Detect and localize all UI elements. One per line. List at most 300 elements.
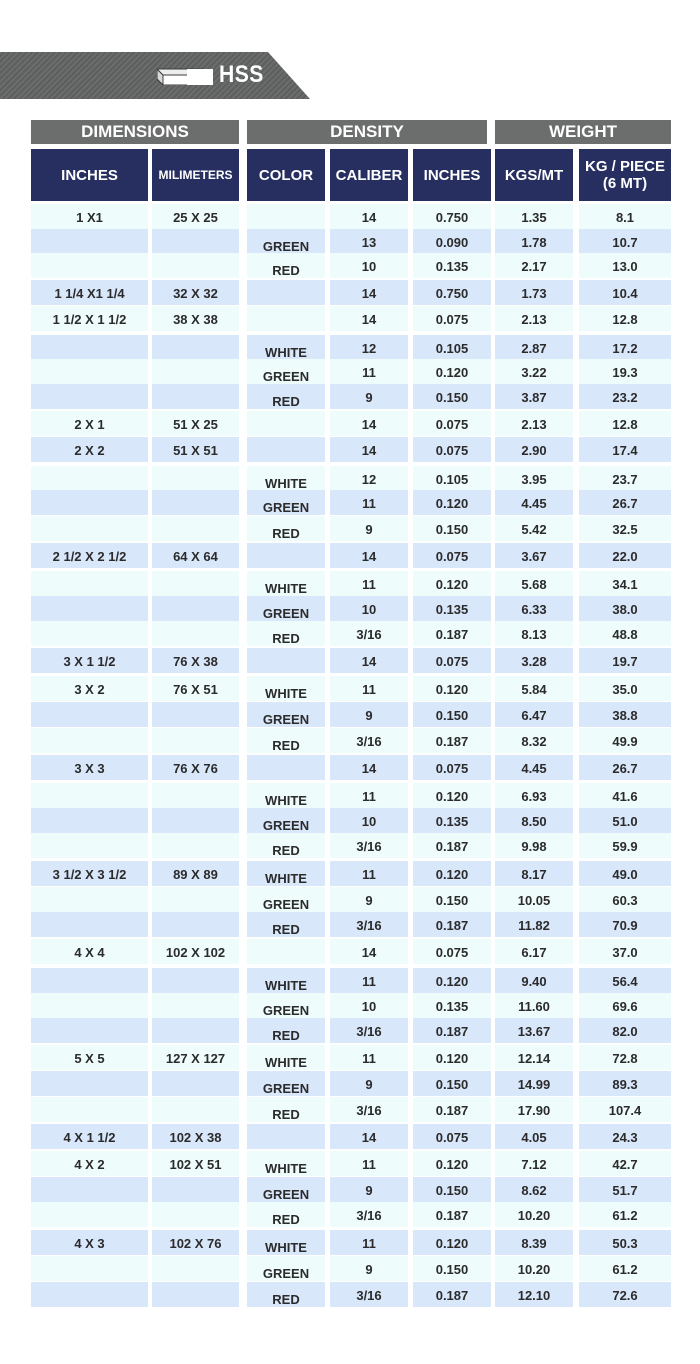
- cell-text: 51.0: [612, 813, 638, 829]
- table-cell-kg-per-piece: [579, 280, 671, 305]
- table-cell-inches: [31, 1018, 148, 1043]
- cell-text: 8.17: [521, 866, 547, 882]
- cell-text: 8.1: [615, 209, 635, 225]
- table-cell-color: [247, 543, 325, 568]
- table-cell-kg-per-piece: [579, 783, 671, 808]
- table-cell-kgs-per-mt: [495, 887, 573, 912]
- col-kgs-per-mt-header: KGS/MT: [495, 149, 573, 201]
- cell-text: 3/16: [356, 1102, 382, 1118]
- cell-text: 1 X1: [76, 209, 103, 225]
- col-density-inches-header: INCHES: [413, 149, 491, 201]
- table-cell-milimeters: [152, 280, 239, 305]
- table-cell-kg-per-piece: [579, 912, 671, 937]
- cell-text: 38 X 38: [173, 311, 218, 327]
- table-cell-milimeters: [152, 887, 239, 912]
- table-cell-density-inches: [413, 887, 491, 912]
- table-cell-caliber: [330, 676, 408, 701]
- cell-text: 12: [361, 340, 377, 356]
- table-cell-inches: [31, 306, 148, 331]
- table-cell-milimeters: [152, 621, 239, 646]
- cell-text: 3 X 1 1/2: [63, 653, 116, 669]
- table-cell-milimeters: [152, 1097, 239, 1122]
- table-cell-color: [247, 648, 325, 673]
- col-color-header: COLOR: [247, 149, 325, 201]
- cell-text: 23.2: [612, 389, 638, 405]
- cell-text: 19.7: [612, 653, 638, 669]
- table-cell-inches: [31, 621, 148, 646]
- table-cell-kgs-per-mt: [495, 543, 573, 568]
- table-cell-milimeters: [152, 968, 239, 993]
- cell-text: 0.187: [435, 733, 469, 749]
- table-cell-color: [247, 621, 325, 646]
- table-cell-kgs-per-mt: [495, 728, 573, 753]
- table-cell-color: [247, 833, 325, 858]
- table-cell-kgs-per-mt: [495, 755, 573, 780]
- cell-text: 8.50: [521, 813, 547, 829]
- table-cell-kg-per-piece: [579, 596, 671, 621]
- table-cell-milimeters: [152, 466, 239, 491]
- table-cell-kg-per-piece: [579, 887, 671, 912]
- table-cell-color: [247, 411, 325, 436]
- cell-text: 2.13: [521, 311, 547, 327]
- cell-text: 0.120: [435, 364, 469, 380]
- cell-text: 14: [361, 653, 377, 669]
- table-cell-kgs-per-mt: [495, 1256, 573, 1281]
- cell-text: 6.47: [521, 707, 547, 723]
- table-cell-kg-per-piece: [579, 490, 671, 515]
- cell-text: 70.9: [612, 917, 638, 933]
- table-cell-density-inches: [413, 1202, 491, 1227]
- table-cell-caliber: [330, 411, 408, 436]
- table-cell-caliber: [330, 1071, 408, 1096]
- cell-text: 0.090: [435, 234, 469, 250]
- table-cell-density-inches: [413, 783, 491, 808]
- table-cell-kgs-per-mt: [495, 1124, 573, 1149]
- cell-text: 3.28: [521, 653, 547, 669]
- cell-text: 6.93: [521, 788, 547, 804]
- table-cell-density-inches: [413, 1071, 491, 1096]
- table-cell-color: [247, 1018, 325, 1043]
- cell-text: 9: [365, 1261, 373, 1277]
- col-milimeters-header: MILIMETERS: [152, 149, 239, 201]
- table-cell-kgs-per-mt: [495, 621, 573, 646]
- table-cell-density-inches: [413, 490, 491, 515]
- cell-text: 64 X 64: [173, 548, 218, 564]
- table-cell-caliber: [330, 1018, 408, 1043]
- cell-text: 0.187: [435, 1023, 469, 1039]
- table-cell-kgs-per-mt: [495, 411, 573, 436]
- table-cell-milimeters: [152, 204, 239, 229]
- cell-text: 3.95: [521, 471, 547, 487]
- cell-text: GREEN: [262, 711, 310, 727]
- cell-text: WHITE: [265, 1054, 307, 1070]
- table-cell-color: [247, 728, 325, 753]
- table-cell-milimeters: [152, 229, 239, 254]
- cell-text: 127 X 127: [165, 1050, 226, 1066]
- cell-text: 1 1/2 X 1 1/2: [52, 311, 127, 327]
- table-cell-kgs-per-mt: [495, 466, 573, 491]
- table-cell-inches: [31, 411, 148, 436]
- cell-text: 12: [361, 471, 377, 487]
- cell-text: 10.20: [517, 1207, 551, 1223]
- table-cell-color: [247, 808, 325, 833]
- cell-text: 0.750: [435, 285, 469, 301]
- table-cell-milimeters: [152, 1282, 239, 1307]
- table-cell-density-inches: [413, 384, 491, 409]
- table-cell-density-inches: [413, 1045, 491, 1070]
- table-cell-kgs-per-mt: [495, 1202, 573, 1227]
- table-cell-density-inches: [413, 596, 491, 621]
- cell-text: 12.14: [517, 1050, 551, 1066]
- table-cell-kg-per-piece: [579, 648, 671, 673]
- cell-text: 26.7: [612, 760, 638, 776]
- table-cell-milimeters: [152, 306, 239, 331]
- cell-text: 17.4: [612, 442, 638, 458]
- table-cell-kg-per-piece: [579, 384, 671, 409]
- cell-text: 3.87: [521, 389, 547, 405]
- cell-text: 0.750: [435, 209, 469, 225]
- table-cell-kg-per-piece: [579, 571, 671, 596]
- table-cell-caliber: [330, 359, 408, 384]
- table-cell-kgs-per-mt: [495, 253, 573, 278]
- table-cell-kgs-per-mt: [495, 1282, 573, 1307]
- cell-text: 102 X 102: [165, 944, 226, 960]
- table-cell-inches: [31, 1045, 148, 1070]
- cell-text: 11: [362, 495, 376, 511]
- table-cell-density-inches: [413, 993, 491, 1018]
- cell-text: 3/16: [356, 1287, 382, 1303]
- table-cell-inches: [31, 516, 148, 541]
- table-cell-inches: [31, 755, 148, 780]
- cell-text: 2.13: [521, 416, 547, 432]
- table-cell-caliber: [330, 808, 408, 833]
- cell-text: 8.32: [521, 733, 547, 749]
- cell-text: 3/16: [356, 838, 382, 854]
- cell-text: 0.150: [435, 892, 469, 908]
- table-cell-kgs-per-mt: [495, 1071, 573, 1096]
- table-cell-inches: [31, 466, 148, 491]
- group-weight-header: WEIGHT: [495, 120, 671, 144]
- cell-text: 13.67: [517, 1023, 551, 1039]
- cell-text: WHITE: [265, 344, 307, 360]
- table-cell-kgs-per-mt: [495, 1230, 573, 1255]
- cell-text: 0.187: [435, 917, 469, 933]
- table-cell-caliber: [330, 755, 408, 780]
- cell-text: 0.075: [435, 760, 469, 776]
- table-cell-caliber: [330, 596, 408, 621]
- table-cell-kg-per-piece: [579, 968, 671, 993]
- table-cell-kgs-per-mt: [495, 596, 573, 621]
- table-cell-inches: [31, 1097, 148, 1122]
- table-cell-milimeters: [152, 359, 239, 384]
- cell-text: GREEN: [262, 1265, 310, 1281]
- table-cell-inches: [31, 1202, 148, 1227]
- table-cell-density-inches: [413, 1177, 491, 1202]
- table-cell-density-inches: [413, 1230, 491, 1255]
- table-cell-kg-per-piece: [579, 229, 671, 254]
- cell-text: 37.0: [612, 944, 638, 960]
- table-cell-caliber: [330, 1045, 408, 1070]
- table-cell-caliber: [330, 204, 408, 229]
- cell-text: 2 X 1: [74, 416, 105, 432]
- table-cell-inches: [31, 648, 148, 673]
- cell-text: 41.6: [612, 788, 638, 804]
- cell-text: 11: [362, 681, 376, 697]
- table-cell-milimeters: [152, 1177, 239, 1202]
- table-cell-caliber: [330, 1124, 408, 1149]
- table-cell-density-inches: [413, 808, 491, 833]
- cell-text: GREEN: [262, 499, 310, 515]
- cell-text: 5.84: [521, 681, 547, 697]
- cell-text: 8.39: [521, 1235, 547, 1251]
- table-cell-inches: [31, 912, 148, 937]
- cell-text: 8.13: [521, 626, 547, 642]
- table-cell-kgs-per-mt: [495, 912, 573, 937]
- table-cell-milimeters: [152, 702, 239, 727]
- table-cell-density-inches: [413, 939, 491, 964]
- table-cell-caliber: [330, 1177, 408, 1202]
- cell-text: 1 1/4 X1 1/4: [54, 285, 125, 301]
- cell-text: 0.075: [435, 653, 469, 669]
- table-cell-density-inches: [413, 912, 491, 937]
- table-cell-kg-per-piece: [579, 1124, 671, 1149]
- table-cell-caliber: [330, 702, 408, 727]
- cell-text: 1.35: [521, 209, 547, 225]
- table-cell-inches: [31, 335, 148, 360]
- cell-text: 11: [362, 973, 376, 989]
- table-cell-milimeters: [152, 648, 239, 673]
- table-cell-density-inches: [413, 306, 491, 331]
- cell-text: 24.3: [612, 1129, 638, 1145]
- table-cell-inches: [31, 939, 148, 964]
- table-cell-inches: [31, 993, 148, 1018]
- cell-text: 3/16: [356, 917, 382, 933]
- cell-text: 11: [362, 1156, 376, 1172]
- cell-text: GREEN: [262, 368, 310, 384]
- table-cell-caliber: [330, 861, 408, 886]
- table-cell-milimeters: [152, 1202, 239, 1227]
- table-cell-color: [247, 1124, 325, 1149]
- table-cell-kg-per-piece: [579, 1071, 671, 1096]
- cell-text: 14: [361, 1129, 377, 1145]
- cell-text: 35.0: [612, 681, 638, 697]
- table-cell-caliber: [330, 621, 408, 646]
- cell-text: 72.8: [612, 1050, 638, 1066]
- table-cell-caliber: [330, 939, 408, 964]
- table-cell-milimeters: [152, 1230, 239, 1255]
- cell-text: 0.187: [435, 838, 469, 854]
- table-cell-kg-per-piece: [579, 1018, 671, 1043]
- table-cell-kgs-per-mt: [495, 359, 573, 384]
- cell-text: 0.120: [435, 495, 469, 511]
- table-cell-inches: [31, 1177, 148, 1202]
- table-cell-kgs-per-mt: [495, 1045, 573, 1070]
- table-cell-kgs-per-mt: [495, 833, 573, 858]
- cell-text: 3/16: [356, 626, 382, 642]
- cell-text: 3 X 3: [74, 760, 105, 776]
- cell-text: 9: [365, 1182, 373, 1198]
- table-cell-density-inches: [413, 968, 491, 993]
- table-cell-color: [247, 466, 325, 491]
- table-cell-inches: [31, 204, 148, 229]
- table-cell-inches: [31, 280, 148, 305]
- table-cell-inches: [31, 229, 148, 254]
- cell-text: 4 X 2: [74, 1156, 105, 1172]
- cell-text: 76 X 38: [173, 653, 218, 669]
- table-cell-color: [247, 968, 325, 993]
- cell-text: 9: [365, 707, 373, 723]
- table-cell-kgs-per-mt: [495, 229, 573, 254]
- table-cell-kgs-per-mt: [495, 648, 573, 673]
- cell-text: 10.4: [612, 285, 638, 301]
- table-cell-inches: [31, 968, 148, 993]
- cell-text: 0.135: [435, 813, 469, 829]
- table-cell-density-inches: [413, 1097, 491, 1122]
- cell-text: 12.8: [612, 416, 638, 432]
- table-cell-kg-per-piece: [579, 939, 671, 964]
- table-cell-caliber: [330, 1097, 408, 1122]
- table-cell-color: [247, 676, 325, 701]
- cell-text: 0.187: [435, 1287, 469, 1303]
- cell-text: 0.075: [435, 311, 469, 327]
- cell-text: 11: [362, 364, 376, 380]
- cell-text: 0.075: [435, 944, 469, 960]
- table-cell-density-inches: [413, 833, 491, 858]
- table-cell-color: [247, 1071, 325, 1096]
- table-cell-inches: [31, 596, 148, 621]
- table-cell-caliber: [330, 887, 408, 912]
- cell-text: 12.8: [612, 311, 638, 327]
- cell-text: 4.45: [521, 760, 547, 776]
- cell-text: 0.120: [435, 576, 469, 592]
- table-cell-kgs-per-mt: [495, 861, 573, 886]
- table-cell-color: [247, 1202, 325, 1227]
- cell-text: 5 X 5: [74, 1050, 105, 1066]
- table-cell-density-inches: [413, 571, 491, 596]
- table-cell-milimeters: [152, 1256, 239, 1281]
- table-cell-caliber: [330, 466, 408, 491]
- col-kg-per-piece-header: KG / PIECE (6 MT): [579, 149, 671, 201]
- table-cell-inches: [31, 571, 148, 596]
- table-cell-color: [247, 1282, 325, 1307]
- cell-text: GREEN: [262, 817, 310, 833]
- table-cell-caliber: [330, 384, 408, 409]
- cell-text: 10.05: [517, 892, 551, 908]
- table-cell-kg-per-piece: [579, 1097, 671, 1122]
- table-cell-caliber: [330, 728, 408, 753]
- table-cell-color: [247, 993, 325, 1018]
- table-cell-kg-per-piece: [579, 204, 671, 229]
- table-cell-caliber: [330, 1230, 408, 1255]
- table-cell-density-inches: [413, 702, 491, 727]
- col-inches-header: INCHES: [31, 149, 148, 201]
- table-cell-color: [247, 1151, 325, 1176]
- cell-text: 3.67: [521, 548, 547, 564]
- table-cell-caliber: [330, 571, 408, 596]
- table-cell-inches: [31, 253, 148, 278]
- cell-text: 14: [361, 209, 377, 225]
- table-cell-kg-per-piece: [579, 702, 671, 727]
- table-cell-color: [247, 490, 325, 515]
- cell-text: 0.150: [435, 389, 469, 405]
- table-cell-caliber: [330, 280, 408, 305]
- cell-text: 4 X 4: [74, 944, 105, 960]
- cell-text: 4.05: [521, 1129, 547, 1145]
- table-cell-kg-per-piece: [579, 1177, 671, 1202]
- table-cell-density-inches: [413, 543, 491, 568]
- cell-text: 25 X 25: [173, 209, 218, 225]
- cell-text: 0.135: [435, 601, 469, 617]
- table-cell-milimeters: [152, 1151, 239, 1176]
- cell-text: 32.5: [612, 521, 638, 537]
- cell-text: 42.7: [612, 1156, 638, 1172]
- cell-text: 2.87: [521, 340, 547, 356]
- cell-text: 22.0: [612, 548, 638, 564]
- col-caliber-header: CALIBER: [330, 149, 408, 201]
- cell-text: 11: [362, 1235, 376, 1251]
- group-density-header: DENSITY: [247, 120, 487, 144]
- cell-text: 3.22: [521, 364, 547, 380]
- table-cell-milimeters: [152, 1045, 239, 1070]
- cell-text: 48.8: [612, 626, 638, 642]
- cell-text: 10.20: [517, 1261, 551, 1277]
- table-cell-kgs-per-mt: [495, 490, 573, 515]
- table-cell-color: [247, 204, 325, 229]
- cell-text: 14: [361, 944, 377, 960]
- table-cell-inches: [31, 1151, 148, 1176]
- cell-text: 9.98: [521, 838, 547, 854]
- table-cell-kgs-per-mt: [495, 437, 573, 462]
- cell-text: 10: [361, 258, 377, 274]
- table-cell-caliber: [330, 1202, 408, 1227]
- table-cell-color: [247, 306, 325, 331]
- cell-text: 7.12: [521, 1156, 547, 1172]
- table-cell-caliber: [330, 437, 408, 462]
- cell-text: 17.2: [612, 340, 638, 356]
- table-cell-kgs-per-mt: [495, 306, 573, 331]
- table-cell-milimeters: [152, 411, 239, 436]
- table-cell-milimeters: [152, 335, 239, 360]
- cell-text: 4.45: [521, 495, 547, 511]
- cell-text: 34.1: [612, 576, 638, 592]
- cell-text: 14: [361, 311, 377, 327]
- table-cell-inches: [31, 887, 148, 912]
- cell-text: 0.120: [435, 973, 469, 989]
- table-cell-kgs-per-mt: [495, 280, 573, 305]
- table-cell-color: [247, 253, 325, 278]
- group-dimensions-header: DIMENSIONS: [31, 120, 239, 144]
- table-cell-kg-per-piece: [579, 411, 671, 436]
- table-cell-density-inches: [413, 516, 491, 541]
- table-cell-milimeters: [152, 993, 239, 1018]
- table-cell-inches: [31, 543, 148, 568]
- table-cell-milimeters: [152, 808, 239, 833]
- table-cell-milimeters: [152, 1018, 239, 1043]
- table-cell-density-inches: [413, 411, 491, 436]
- cell-text: 0.120: [435, 681, 469, 697]
- cell-text: 0.135: [435, 998, 469, 1014]
- cell-text: 10: [361, 998, 377, 1014]
- table-cell-caliber: [330, 1151, 408, 1176]
- cell-text: 89 X 89: [173, 866, 218, 882]
- table-cell-density-inches: [413, 229, 491, 254]
- table-cell-color: [247, 229, 325, 254]
- table-cell-milimeters: [152, 384, 239, 409]
- cell-text: 23.7: [612, 471, 638, 487]
- table-cell-density-inches: [413, 648, 491, 673]
- cell-text: 0.187: [435, 1102, 469, 1118]
- cell-text: RED: [272, 630, 300, 646]
